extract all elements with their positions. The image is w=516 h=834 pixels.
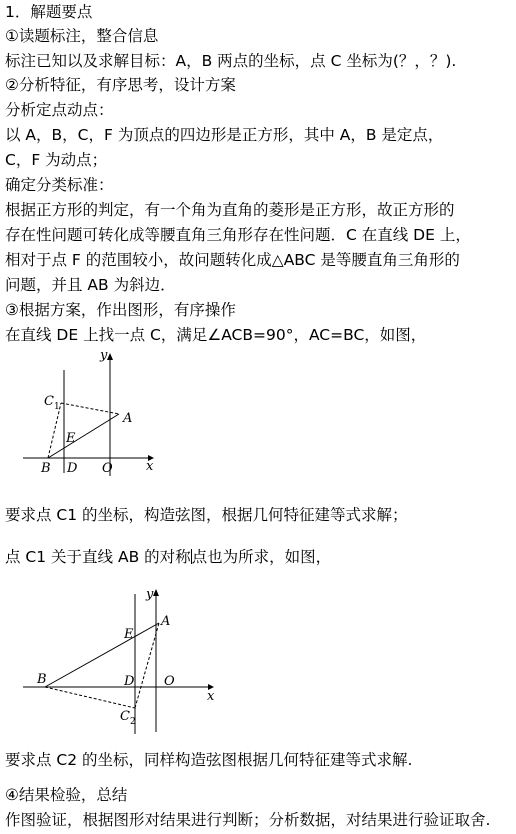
paragraph-line: 相对于点 F 的范围较小，故问题转化成△ABC 是等腰直角三角形的 <box>5 251 460 269</box>
y-axis-arrow-icon <box>107 353 113 360</box>
figure-1-canvas <box>20 348 160 478</box>
step-2-heading: ②分析特征，有序思考，设计方案 <box>5 76 236 94</box>
figure-2-canvas <box>20 586 220 736</box>
label-b: B <box>41 461 51 476</box>
paragraph-line: 存在性问题可转化成等腰直角三角形存在性问题．C 在直线 DE 上， <box>5 226 471 244</box>
paragraph-line: 以 A，B，C，F 为顶点的四边形是正方形，其中 A，B 是定点， <box>5 126 444 144</box>
paragraph-line: 标注已知以及求解目标：A，B 两点的坐标，点 C 坐标为(？，？). <box>5 52 457 70</box>
label-c2: $C_2$ <box>120 709 136 727</box>
label-x: x <box>207 689 215 704</box>
text-fragment: 点也为所求，如图， <box>191 548 332 566</box>
paragraph-line: 要求点 C1 的坐标，构造弦图，根据几何特征建等式求解； <box>5 506 408 524</box>
y-axis-arrow-icon <box>153 589 159 596</box>
label-a: A <box>161 614 171 629</box>
label-c1: $C_1$ <box>44 394 60 412</box>
segment-c2a <box>135 623 159 708</box>
paragraph-line: 根据正方形的判定，有一个角为直角的菱形是正方形，故正方形的 <box>5 201 455 219</box>
paragraph-line: 作图验证，根据图形对结果进行判断；分析数据，对结果进行验证取舍. <box>5 811 491 829</box>
label-y: y <box>100 348 108 363</box>
label-b: B <box>37 672 47 687</box>
paragraph-line: 在直线 DE 上找一点 C，满足∠ACB=90°，AC=BC，如图， <box>5 326 427 344</box>
paragraph-line: 问题，并且 AB 为斜边． <box>5 276 176 294</box>
segment-ba <box>48 414 119 458</box>
label-d: D <box>67 461 78 476</box>
segment-ba <box>45 623 159 687</box>
label-o: O <box>164 674 175 689</box>
paragraph-line: 确定分类标准： <box>5 176 114 194</box>
step-1-heading: ①读题标注，整合信息 <box>5 27 159 45</box>
paragraph-line: 分析定点动点： <box>5 101 114 119</box>
text-fragment: 点 C1 关于直线 AB 的对称 <box>5 548 191 566</box>
label-a: A <box>123 411 133 426</box>
segment-bc2 <box>45 687 135 708</box>
label-x: x <box>146 459 154 474</box>
paragraph-line <box>5 545 331 569</box>
figure-1 <box>20 348 160 478</box>
step-3-heading: ③根据方案，作出图形，有序操作 <box>5 301 236 319</box>
figure-2 <box>20 586 220 736</box>
step-4-heading: ④结果检验，总结 <box>5 786 128 804</box>
paragraph-line: C，F 为动点； <box>5 151 108 169</box>
label-y: y <box>146 587 154 602</box>
label-e: E <box>124 627 134 642</box>
label-o: O <box>102 461 113 476</box>
label-d: D <box>124 674 135 689</box>
label-e: E <box>66 431 76 446</box>
paragraph-line: 要求点 C2 的坐标，同样构造弦图根据几何特征建等式求解. <box>5 751 413 769</box>
section-heading: 1．解题要点 <box>5 3 93 21</box>
